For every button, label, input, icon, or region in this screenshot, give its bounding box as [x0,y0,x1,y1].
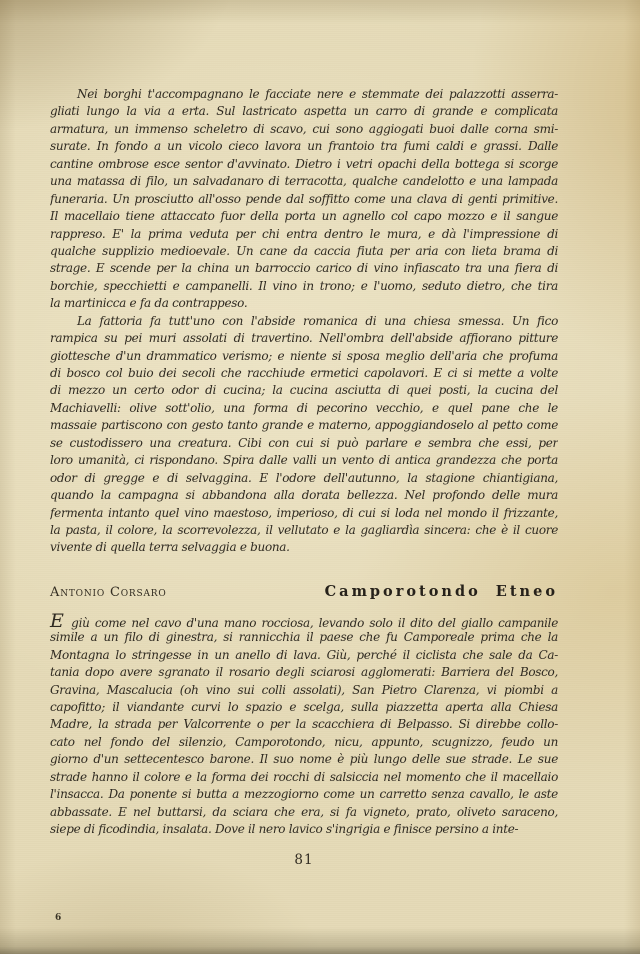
text-line: l'insacca. Da ponente si butta a mezzogiorno come un carretto senza cavallo, le aste [50,787,558,802]
text-line: simile a un filo di ginestra, si rannicchia il paese che fu Camporeale prima che la [50,630,558,645]
raised-initial: E [50,609,64,632]
text-line: fermenta intanto quel vino maestoso, imperioso, di cui si loda nel mondo il frizzante, [50,505,558,520]
essay-title: Camporotondo Etneo [324,582,558,600]
page-number: 81 [294,851,314,868]
text-line: loro umanità, ci rispondano. Spira dalle valli un vento di antica grandezza che porta [50,453,558,468]
text-line: qualche supplizio medioevale. Un cane da caccia fiuta per aria con lieta brama di [50,243,558,258]
text-line: surate. In fondo a un vicolo cieco lavora un frantoio tra fumi caldi e grassi. Dalle [50,139,558,154]
text-line: tania dopo avere sgranato il rosario degli sciarosi agglomerati: Barriera del Bosco, [50,665,558,680]
essay1-paragraph-1 [50,86,558,313]
text-line: E giù come nel cavo d'una mano rocciosa, levando solo il dito del giallo campanile [50,609,558,632]
text-line: di mezzo un certo odor di cucina; la cucina asciutta di quei posti, la cucina del [50,383,558,398]
text-line: odor di gregge e di selvaggina. E l'odore dell'autunno, la stagione chiantigiana, [50,470,558,485]
text-line: la martinicca e fa da contrappeso. [50,296,248,311]
text-line: borchie, specchietti e campanelli. Il vino in trono; e l'uomo, seduto dietro, che tira [50,278,558,293]
text-line: rampica su pei muri assolati di travertino. Nell'ombra dell'abside affiorano pitture [50,331,558,346]
text-line: Gravina, Mascalucia (oh vino sui colli assolati), San Pietro Clarenza, vi piombi a [50,682,558,697]
text-line: capofitto; il viandante curvi lo spazio e scelga, sulla piazzetta aperta alla Chiesa [50,700,558,714]
text-line: giorno d'un settecentesco barone. Il suo nome è più lungo delle sue strade. Le sue [50,752,558,767]
signature-mark: 6 [55,913,62,923]
text-line: se custodissero una creatura. Cibi con cui si può parlare e sembra che essi, per [50,435,558,450]
essay2-paragraph [50,609,558,839]
text-line: strade hanno il colore e la forma dei rocchi di salsiccia nel momento che il macellaio [50,769,558,784]
text-line: vivente di quella terra selvaggia e buona. [50,540,290,555]
folio-row [50,852,558,868]
text-line: Il macellaio tiene attaccato fuor della porta un agnello col capo mozzo e il sangue [50,209,558,224]
text-line: strage. E scende per la china un barroccio carico di vino infiascato tra una fiera di [50,261,558,276]
text-line: La fattoria fa tutt'uno con l'abside romanica di una chiesa smessa. Un fico [77,313,558,328]
text-line: armatura, un immenso scheletro di scavo, cui sono aggiogati buoi dalle corna smi- [50,121,558,136]
text-line: Montagna lo stringesse in un anello di lava. Giù, perché il ciclista che sale da Ca- [50,647,558,662]
byline-row [50,583,558,600]
text-line: giottesche d'un drammatico verismo; e niente si sposa meglio dell'aria che profuma [50,348,558,363]
text-line: di bosco col buio dei secoli che racchiude ermetici capolavori. E ci si mette a volte [50,366,558,380]
text-line: la pasta, il colore, la scorrevolezza, il vellutato e la gagliardìa sincera: che è il cuore [50,522,558,537]
text-line: abbassate. E nel buttarsi, da sciara che era, si fa vigneto, prato, oliveto saraceno, [50,804,558,819]
text-line: Nei borghi t'accompagnano le facciate nere e stemmate dei palazzotti asserra- [77,87,558,101]
text-line: quando la campagna si abbandona alla dorata bellezza. Nel profondo delle mura [50,488,558,503]
text-line: gliati lungo la via a erta. Sul lastricato aspetta un carro di grande e complicata [50,104,558,119]
text-column [50,86,558,868]
text-line: una matassa di filo, un salvadanaro di terracotta, qualche candelotto e una lampada [50,174,558,189]
essay1-paragraph-2 [50,313,558,557]
text-line: Machiavelli: olive sott'olio, una forma di pecorino vecchio, e quel pane che le [50,400,558,415]
text-line: siepe di ficodindia, insalata. Dove il nero lavico s'ingrigia e finisce persino a inte- [50,822,519,837]
text-line: cantine ombrose esce sentor d'avvinato. Dietro i vetri opachi della bottega si scorge [50,156,558,171]
text-line: cato nel fondo del silenzio, Camporotondo, nicu, appunto, scugnizzo, feudo un [50,734,558,749]
text-line: rappreso. E' la prima veduta per chi entra dentro le mura, e dà l'impressione di [50,226,558,241]
text-line: Madre, la strada per Valcorrente o per la scacchiera di Belpasso. Si direbbe collo- [50,717,558,732]
author-name: Antonio Corsaro [50,584,167,600]
text-line: massaie partiscono con gesto tanto grande e materno, appoggiandoselo al petto come [50,418,558,433]
text-line: funeraria. Un prosciutto all'osso pende dal soffitto come una clava di genti primitive. [50,191,558,206]
